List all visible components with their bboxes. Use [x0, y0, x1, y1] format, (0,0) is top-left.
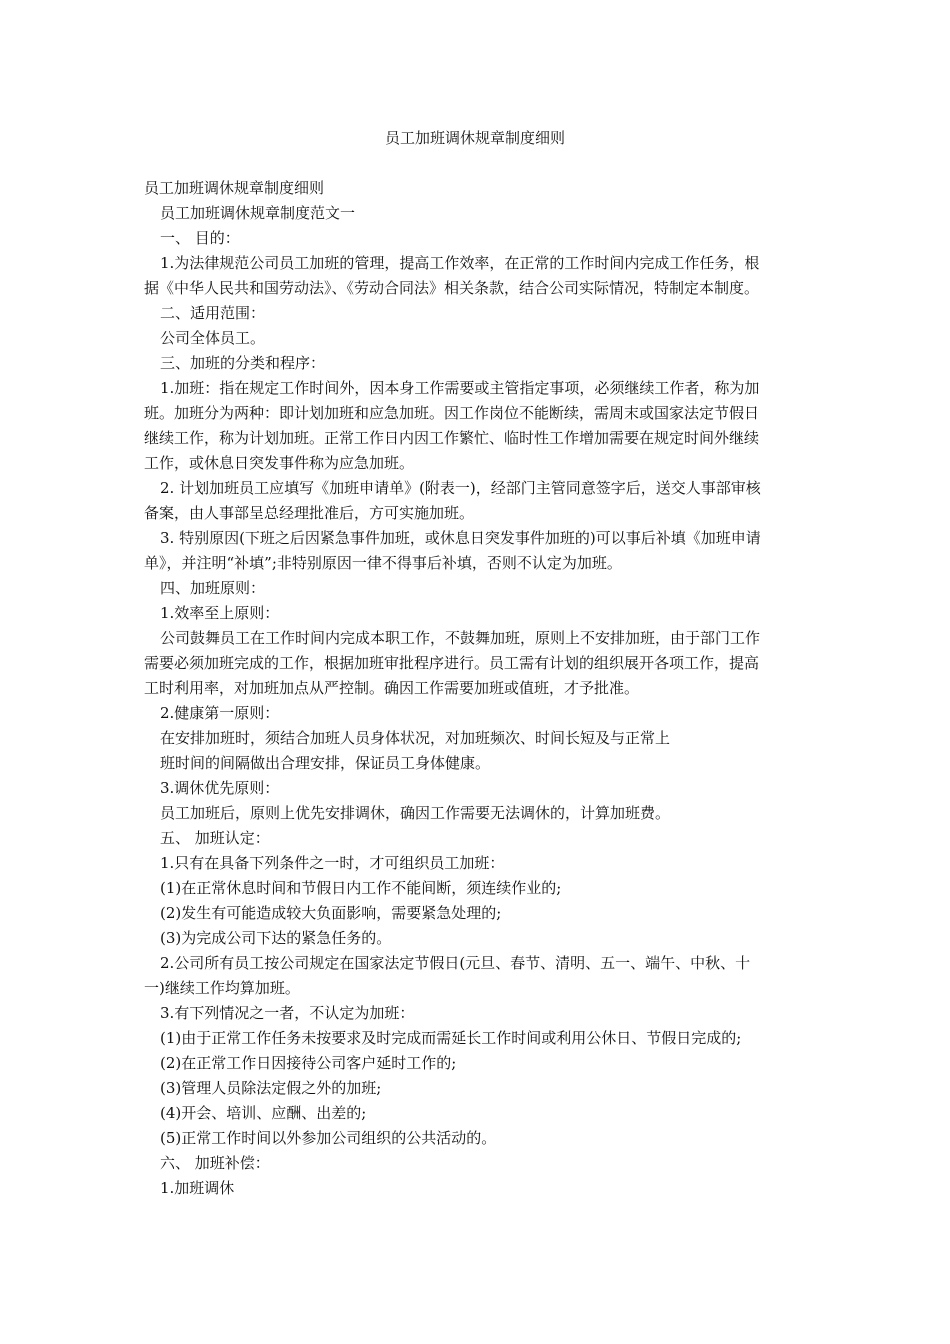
document-line: 工时利用率，对加班加点从严控制。确因工作需要加班或值班，才予批准。 — [144, 679, 640, 697]
document-line: 员工加班后，原则上优先安排调休，确因工作需要无法调休的，计算加班费。 — [160, 804, 671, 822]
document-line: 据《中华人民共和国劳动法》、《劳动合同法》相关条款，结合公司实际情况，特制定本制度。 — [144, 279, 760, 297]
document-line: 在安排加班时，须结合加班人员身体状况，对加班频次、时间长短及与正常上 — [160, 729, 671, 747]
document-line: 公司鼓舞员工在工作时间内完成本职工作，不鼓舞加班，原则上不安排加班，由于部门工作 — [160, 629, 761, 647]
document-line: 员工加班调休规章制度细则 — [144, 179, 325, 197]
document-line: 3.有下列情况之一者，不认定为加班： — [160, 1004, 415, 1022]
document-line: 工作，或休息日突发事件称为应急加班。 — [144, 454, 415, 472]
document-line: 一、 目的： — [160, 229, 240, 247]
document-body — [144, 176, 814, 1201]
document-line: (1)由于正常工作任务未按要求及时完成而需延长工作时间或利用公休日、节假日完成的; — [160, 1029, 742, 1047]
document-line: 1.加班调休 — [160, 1179, 235, 1197]
document-line: 1.只有在具备下列条件之一时，才可组织员工加班： — [160, 854, 505, 872]
document-line: 2.公司所有员工按公司规定在国家法定节假日(元旦、春节、清明、五一、端午、中秋、十 — [160, 954, 751, 972]
document-line: 班。加班分为两种：即计划加班和应急加班。因工作岗位不能断续，需周末或国家法定节假日 — [144, 404, 760, 422]
document-line: 三、加班的分类和程序： — [160, 354, 326, 372]
document-line: 需要必须加班完成的工作，根据加班审批程序进行。员工需有计划的组织展开各项工作，提高 — [144, 654, 760, 672]
document-line: 3. 特别原因(下班之后因紧急事件加班，或休息日突发事件加班的)可以事后补填《加班申请 — [160, 529, 761, 547]
document-line: 班时间的间隔做出合理安排，保证员工身体健康。 — [160, 754, 491, 772]
document-line: 员工加班调休规章制度范文一 — [160, 204, 356, 222]
document-line: (1)在正常休息时间和节假日内工作不能间断，须连续作业的; — [160, 879, 562, 897]
document-line: 2. 计划加班员工应填写《加班申请单》(附表一)，经部门主管同意签字后，送交人事部审核 — [160, 479, 761, 497]
document-line: 继续工作，称为计划加班。正常工作日内因工作繁忙、临时性工作增加需要在规定时间外继续 — [144, 429, 760, 447]
document-line: (2)发生有可能造成较大负面影响，需要紧急处理的; — [160, 904, 502, 922]
document-line: 3.调休优先原则： — [160, 779, 280, 797]
document-line: (3)管理人员除法定假之外的加班; — [160, 1079, 382, 1097]
document-line: (4)开会、培训、应酬、出差的; — [160, 1104, 367, 1122]
document-line: (3)为完成公司下达的紧急任务的。 — [160, 929, 392, 947]
document-line: 六、 加班补偿： — [160, 1154, 270, 1172]
document-line: 五、 加班认定： — [160, 829, 270, 847]
document-line: 1.效率至上原则： — [160, 604, 280, 622]
document-line: (5)正常工作时间以外参加公司组织的公共活动的。 — [160, 1129, 497, 1147]
document-line: 1.加班：指在规定工作时间外，因本身工作需要或主管指定事项，必须继续工作者，称为加 — [160, 379, 760, 397]
document-line: 四、加班原则： — [160, 579, 266, 597]
document-line: 1.为法律规范公司员工加班的管理，提高工作效率，在正常的工作时间内完成工作任务，根 — [160, 254, 760, 272]
document-line: 公司全体员工。 — [160, 329, 266, 347]
document-title: 员工加班调休规章制度细则 — [384, 129, 565, 147]
document-line: 单》，并注明“补填”;非特别原因一律不得事后补填，否则不认定为加班。 — [144, 554, 622, 572]
document-line: 二、适用范围： — [160, 304, 266, 322]
document-line: 一)继续工作均算加班。 — [144, 979, 300, 997]
document-line: (2)在正常工作日因接待公司客户延时工作的; — [160, 1054, 457, 1072]
document-line: 2.健康第一原则： — [160, 704, 280, 722]
document-line: 备案，由人事部呈总经理批准后，方可实施加班。 — [144, 504, 475, 522]
